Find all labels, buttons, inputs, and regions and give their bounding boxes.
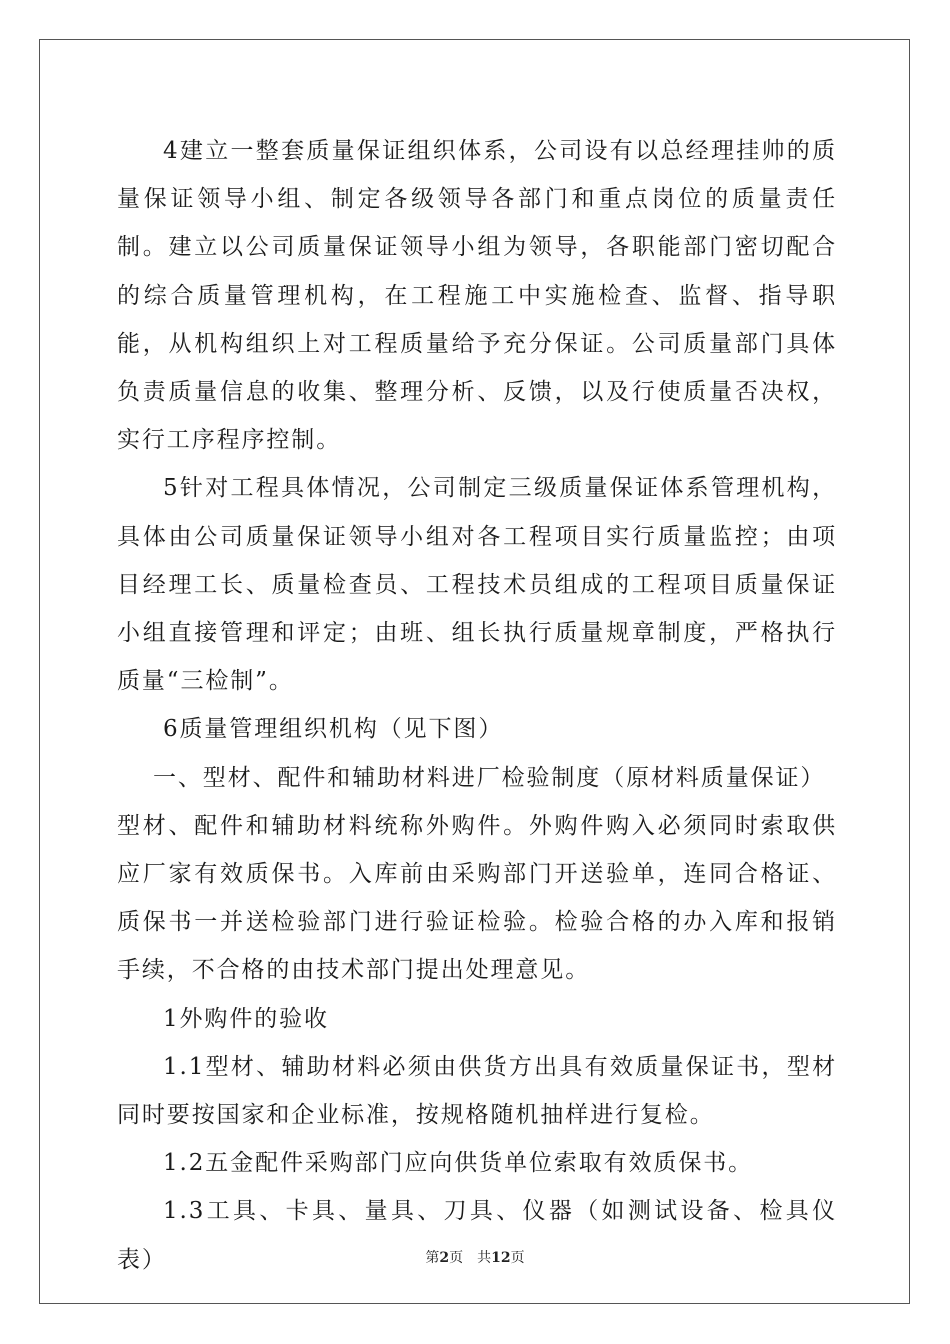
paragraph-item-1-3: 1.3工具、卡具、量具、刀具、仪器（如测试设备、检具仪表） bbox=[117, 1198, 837, 1273]
page-footer bbox=[0, 1247, 950, 1267]
paragraph-quality-system: 4建立一整套质量保证组织体系，公司设有以总经理挂帅的质量保证领导小组、制定各级领导各部门和重点岗位的质量责任制。建立以公司质量保证领导小组为领导，各职能部门密切配合的综合质量管理机构，在工程施工中实施检查、监督、指导职能，从机构组织上对工程质量给予充分保证。公司质量部门具体负责质量信息的收集、整理分析、反馈，以及行使质量否决权，实行工序程序控制。 bbox=[117, 138, 837, 454]
paragraph-item-1-1: 1.1型材、辅助材料必须由供货方出具有效质量保证书，型材同时要按国家和企业标准，按规格随机抽样进行复检。 bbox=[117, 1053, 837, 1129]
paragraph-purchased-parts: 型材、配件和辅助材料统称外购件。外购件购入必须同时索取供应厂家有效质保书。入库前由采购部门开送验单，连同合格证、质保书一并送检验部门进行验证检验。检验合格的办入库和报销手续，不合格的由技术部门提出处理意见。 bbox=[117, 812, 837, 984]
subheading-acceptance: 1外购件的验收 bbox=[163, 1005, 329, 1032]
total-prefix: 共 bbox=[477, 1250, 492, 1266]
page-suffix: 页 bbox=[449, 1250, 464, 1266]
page-number: 2 bbox=[439, 1250, 450, 1266]
total-pages: 12 bbox=[491, 1250, 511, 1266]
paragraph-org-structure: 6质量管理组织机构（见下图） bbox=[163, 716, 504, 743]
paragraph-three-level-system: 5针对工程具体情况，公司制定三级质量保证体系管理机构，具体由公司质量保证领导小组对各工程项目实行质量监控；由项目经理工长、质量检查员、工程技术员组成的工程项目质量保证小组直接管理和评定；由班、组长执行质量规章制度，严格执行质量“三检制”。 bbox=[117, 475, 837, 695]
document-body bbox=[117, 127, 837, 1284]
page-prefix: 第 bbox=[425, 1250, 440, 1266]
section-heading-incoming-inspection: 一、型材、配件和辅助材料进厂检验制度（原材料质量保证） bbox=[153, 764, 826, 791]
paragraph-item-1-2: 1.2五金配件采购部门应向供货单位索取有效质保书。 bbox=[163, 1150, 754, 1177]
total-suffix: 页 bbox=[510, 1250, 525, 1266]
